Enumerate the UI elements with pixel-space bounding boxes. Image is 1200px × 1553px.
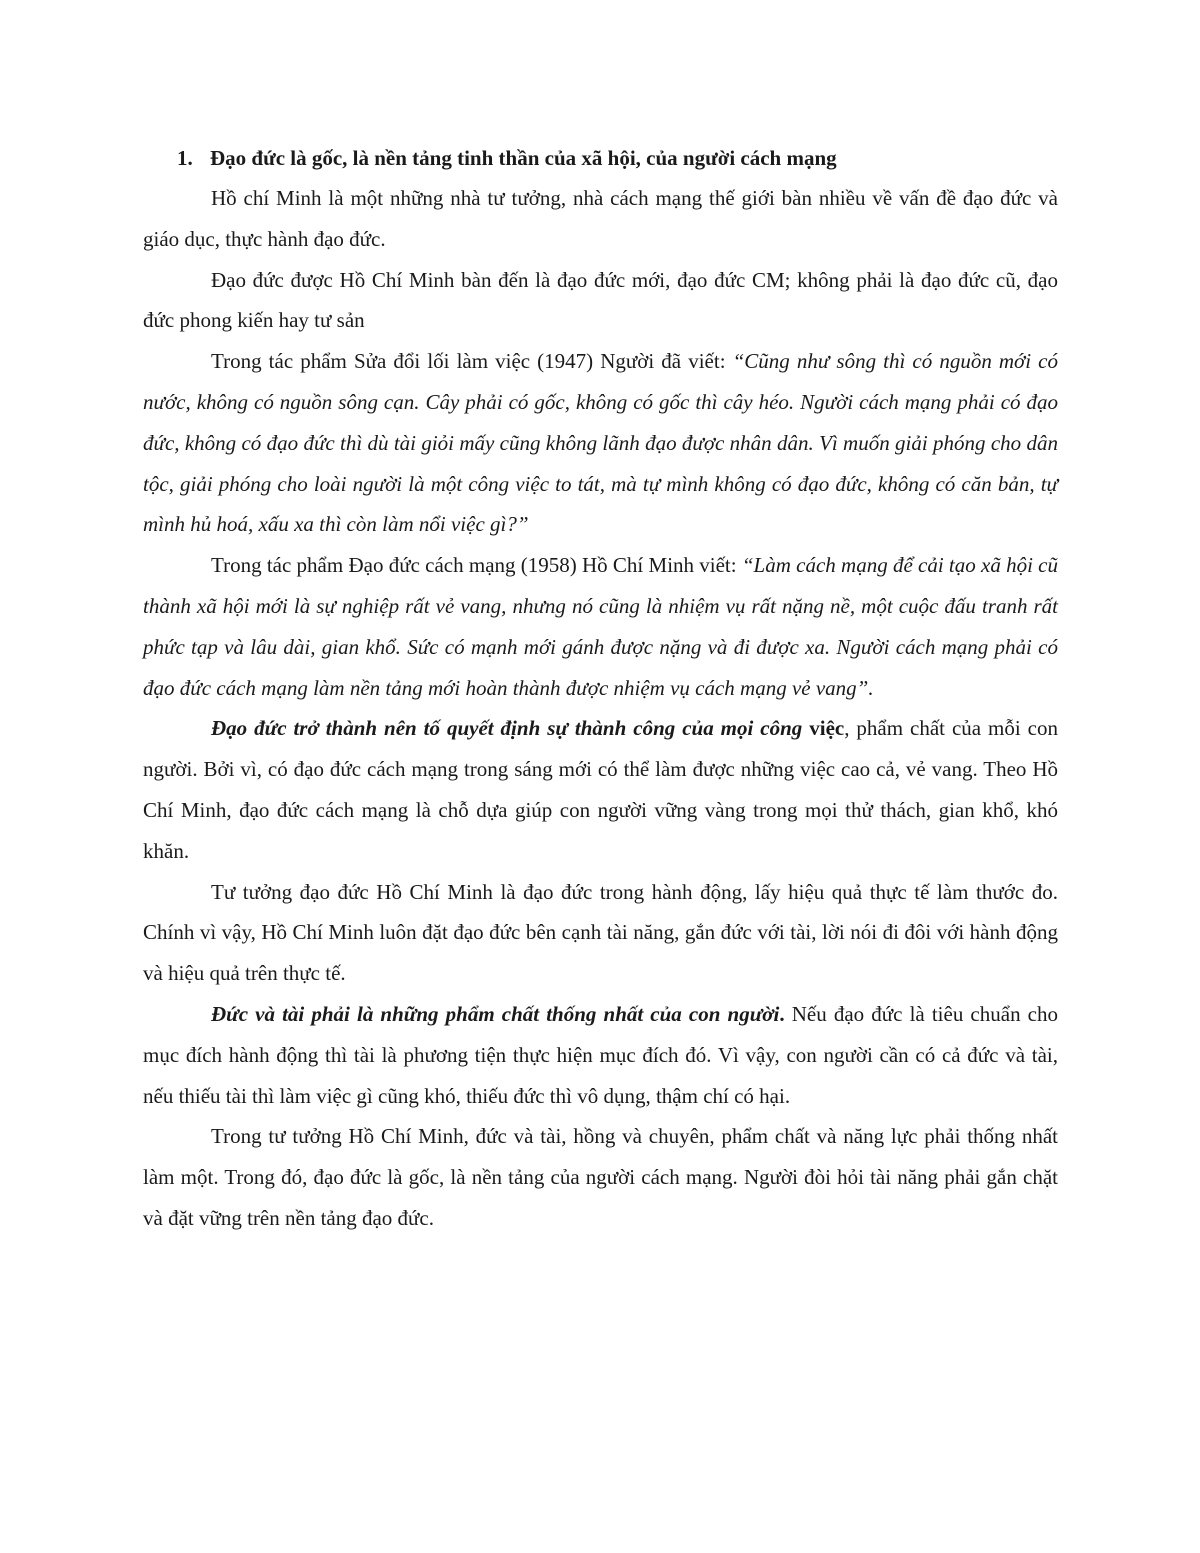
paragraph-8: Trong tư tưởng Hồ Chí Minh, đức và tài, hồng và chuyên, phẩm chất và năng lực phải thống nhất làm một. Trong đó, đạo đức là gốc, là nền tảng của người cách mạng. Người đòi hỏi tài năng phải gắn chặt và đặt vững trên nền tảng đạo đức. [143, 1124, 1058, 1230]
paragraph-7-rest: Nếu đạo đức là tiêu chuẩn cho mục đích hành động thì tài là phương tiện thực hiện mục đích đó. Vì vậy, con người cần có cả đức và tài, nếu thiếu tài thì làm việc gì cũng khó, thiếu đức thì vô dụng, thậm chí có hại. [143, 1001, 1058, 1108]
paragraph-5-bold: việc [802, 716, 845, 741]
heading-number: 1. [177, 146, 193, 170]
paragraph-5-rest: , phẩm chất của mỗi con người. Bởi vì, có đạo đức cách mạng trong sáng mới có thể làm được những việc cao cả, vẻ vang. Theo Hồ Chí Minh, đạo đức cách mạng là chỗ dựa giúp con người vững vàng trong mọi thử thách, gian khổ, khó khăn. [143, 716, 1059, 863]
paragraph-5 [143, 708, 1058, 871]
paragraph-6: Tư tưởng đạo đức Hồ Chí Minh là đạo đức trong hành động, lấy hiệu quả thực tế làm thước đo. Chính vì vậy, Hồ Chí Minh luôn đặt đạo đức bên cạnh tài năng, gắn đức với tài, lời nói đi đôi với hành động và hiệu quả trên thực tế. [143, 879, 1058, 986]
document-body [143, 138, 1058, 1239]
paragraph-4 [143, 545, 1058, 708]
paragraph-7-emphasis: Đức và tài phải là những phẩm chất thống nhất của con người [211, 1001, 780, 1026]
paragraph-3-intro: Trong tác phẩm Sửa đổi lối làm việc (1947) Người đã viết: [211, 349, 733, 374]
paragraph-7-dot: . [779, 1001, 785, 1026]
paragraph-4-intro: Trong tác phẩm Đạo đức cách mạng (1958) Hồ Chí Minh viết: [211, 553, 742, 578]
section-heading [177, 138, 1058, 178]
paragraph-4-quote: “Làm cách mạng để cải tạo xã hội cũ thành xã hội mới là sự nghiệp rất vẻ vang, nhưng nó cũng là nhiệm vụ rất nặng nề, một cuộc đấu tranh rất phức tạp và lâu dài, gian khổ. Sức có mạnh mới gánh được nặng và đi được xa. Người cách mạng phải có đạo đức cách mạng làm nền tảng mới hoàn thành được nhiệm vụ cách mạng vẻ vang”. [143, 553, 1058, 700]
paragraph-1: Hồ chí Minh là một những nhà tư tưởng, nhà cách mạng thế giới bàn nhiều về vấn đề đạo đức và giáo dục, thực hành đạo đức. [143, 186, 1058, 251]
paragraph-7 [143, 994, 1058, 1116]
heading-text: Đạo đức là gốc, là nền tảng tinh thần của xã hội, của người cách mạng [210, 146, 837, 170]
paragraph-3-quote: “Cũng như sông thì có nguồn mới có nước, không có nguồn sông cạn. Cây phải có gốc, không có gốc thì cây héo. Người cách mạng phải có đạo đức, không có đạo đức thì dù tài giỏi mấy cũng không lãnh đạo được nhân dân. Vì muốn giải phóng cho dân tộc, giải phóng cho loài người là một công việc to tát, mà tự mình không có đạo đức, không có căn bản, tự mình hủ hoá, xấu xa thì còn làm nổi việc gì?” [143, 349, 1058, 537]
paragraph-3 [143, 341, 1058, 545]
paragraph-5-emphasis: Đạo đức trở thành nên tố quyết định sự thành công của mọi công [211, 716, 803, 741]
paragraph-2: Đạo đức được Hồ Chí Minh bàn đến là đạo đức mới, đạo đức CM; không phải là đạo đức cũ, đạo đức phong kiến hay tư sản [143, 267, 1058, 333]
